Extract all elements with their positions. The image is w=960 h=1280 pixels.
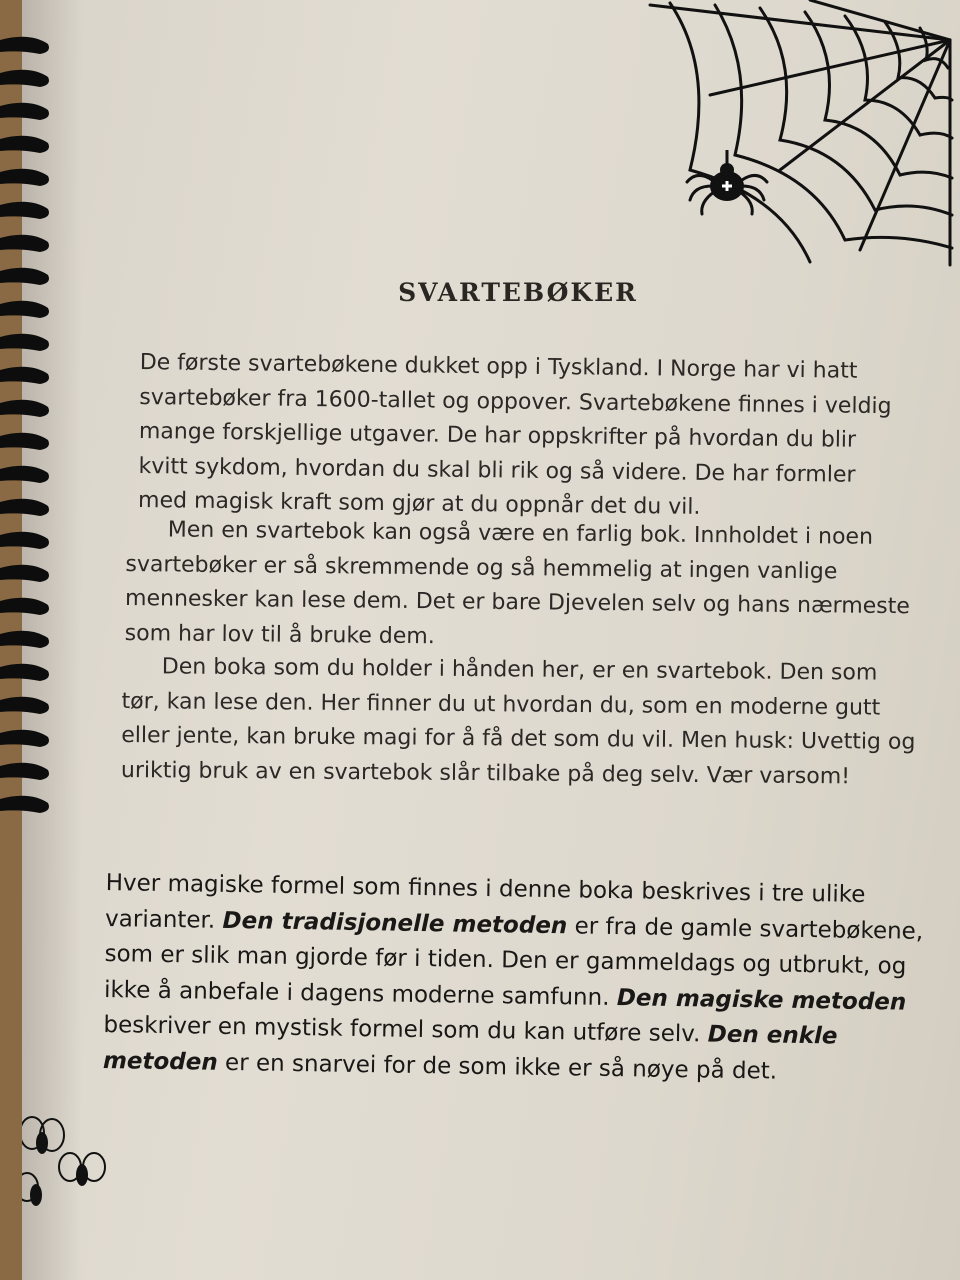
binding-ring <box>0 730 49 747</box>
binding-ring <box>0 664 49 681</box>
paragraph-intro: De første svartebøkene dukket opp i Tyskland. I Norge har vi hatt svartebøker fra 1600-tallet og oppover. Svartebøkene finnes i veldig mange forskjellige utgaver. De har oppskrifter på hvordan du blir kvitt sykdom, hvordan du skal bli rik og så videre. De har formler med magisk kraft som gjør at du oppnår det du vil. <box>137 349 892 520</box>
spiral-binding <box>0 0 70 1280</box>
binding-ring <box>0 631 49 648</box>
binding-ring <box>0 202 49 219</box>
spider-icon <box>682 150 772 220</box>
methods-text-1: Hver magiske formel som finnes i denne boka beskrives i tre ulike varianter. <box>104 869 866 934</box>
binding-ring <box>0 499 49 516</box>
binding-ring <box>0 763 49 780</box>
binding-ring <box>0 796 49 813</box>
method-traditional: Den tradisjonelle metoden <box>222 907 568 939</box>
binding-ring <box>0 532 49 549</box>
page-title: SVARTEBØKER <box>398 278 638 307</box>
binding-ring <box>0 367 49 384</box>
binding-ring <box>0 136 49 153</box>
binding-ring <box>0 466 49 483</box>
methods-text-3: beskriver en mystisk formel som du kan utføre selv. <box>103 1011 708 1048</box>
binding-ring <box>0 37 49 54</box>
binding-ring <box>0 400 49 417</box>
binding-ring <box>0 103 49 120</box>
binding-ring <box>0 697 49 714</box>
binding-ring <box>0 334 49 351</box>
spider-web-icon <box>630 0 960 270</box>
method-simple: Den enkle metoden <box>102 1021 838 1076</box>
binding-ring <box>0 70 49 87</box>
binding-ring <box>0 268 49 285</box>
binding-ring <box>0 169 49 186</box>
paragraph-this-book: Den boka som du holder i hånden her, er en svartebok. Den som tør, kan lese den. Her finner du ut hvordan du, som en moderne gutt eller jente, kan bruke magi for å få det som du vil. Men husk: Uvettig og uriktig bruk av en svartebok slår tilbake på deg selv. Vær varsom! <box>120 654 916 789</box>
book-page <box>22 0 960 1280</box>
binding-ring <box>0 598 49 615</box>
binding-ring <box>0 565 49 582</box>
paragraph-methods <box>103 866 946 1092</box>
paragraph-danger: Men en svartebok kan også være en farlig bok. Innholdet i noen svartebøker er så skremmende og så hemmelig at ingen vanlige mennesker kan lese dem. Det er bare Djevelen selv og hans nærmeste som har lov til å bruke dem. <box>124 517 910 649</box>
methods-text-2: er fra de gamle svartebøkene, som er slik man gjorde før i tiden. Den er gammeldags og utbrukt, og ikke å anbefale i dagens moderne samfunn. <box>103 912 924 1011</box>
method-magical: Den magiske metoden <box>616 984 907 1016</box>
binding-ring <box>0 433 49 450</box>
binding-ring <box>0 235 49 252</box>
binding-ring <box>0 301 49 318</box>
methods-text-4: er en snarvei for de som ikke er så nøye på det. <box>217 1049 778 1085</box>
